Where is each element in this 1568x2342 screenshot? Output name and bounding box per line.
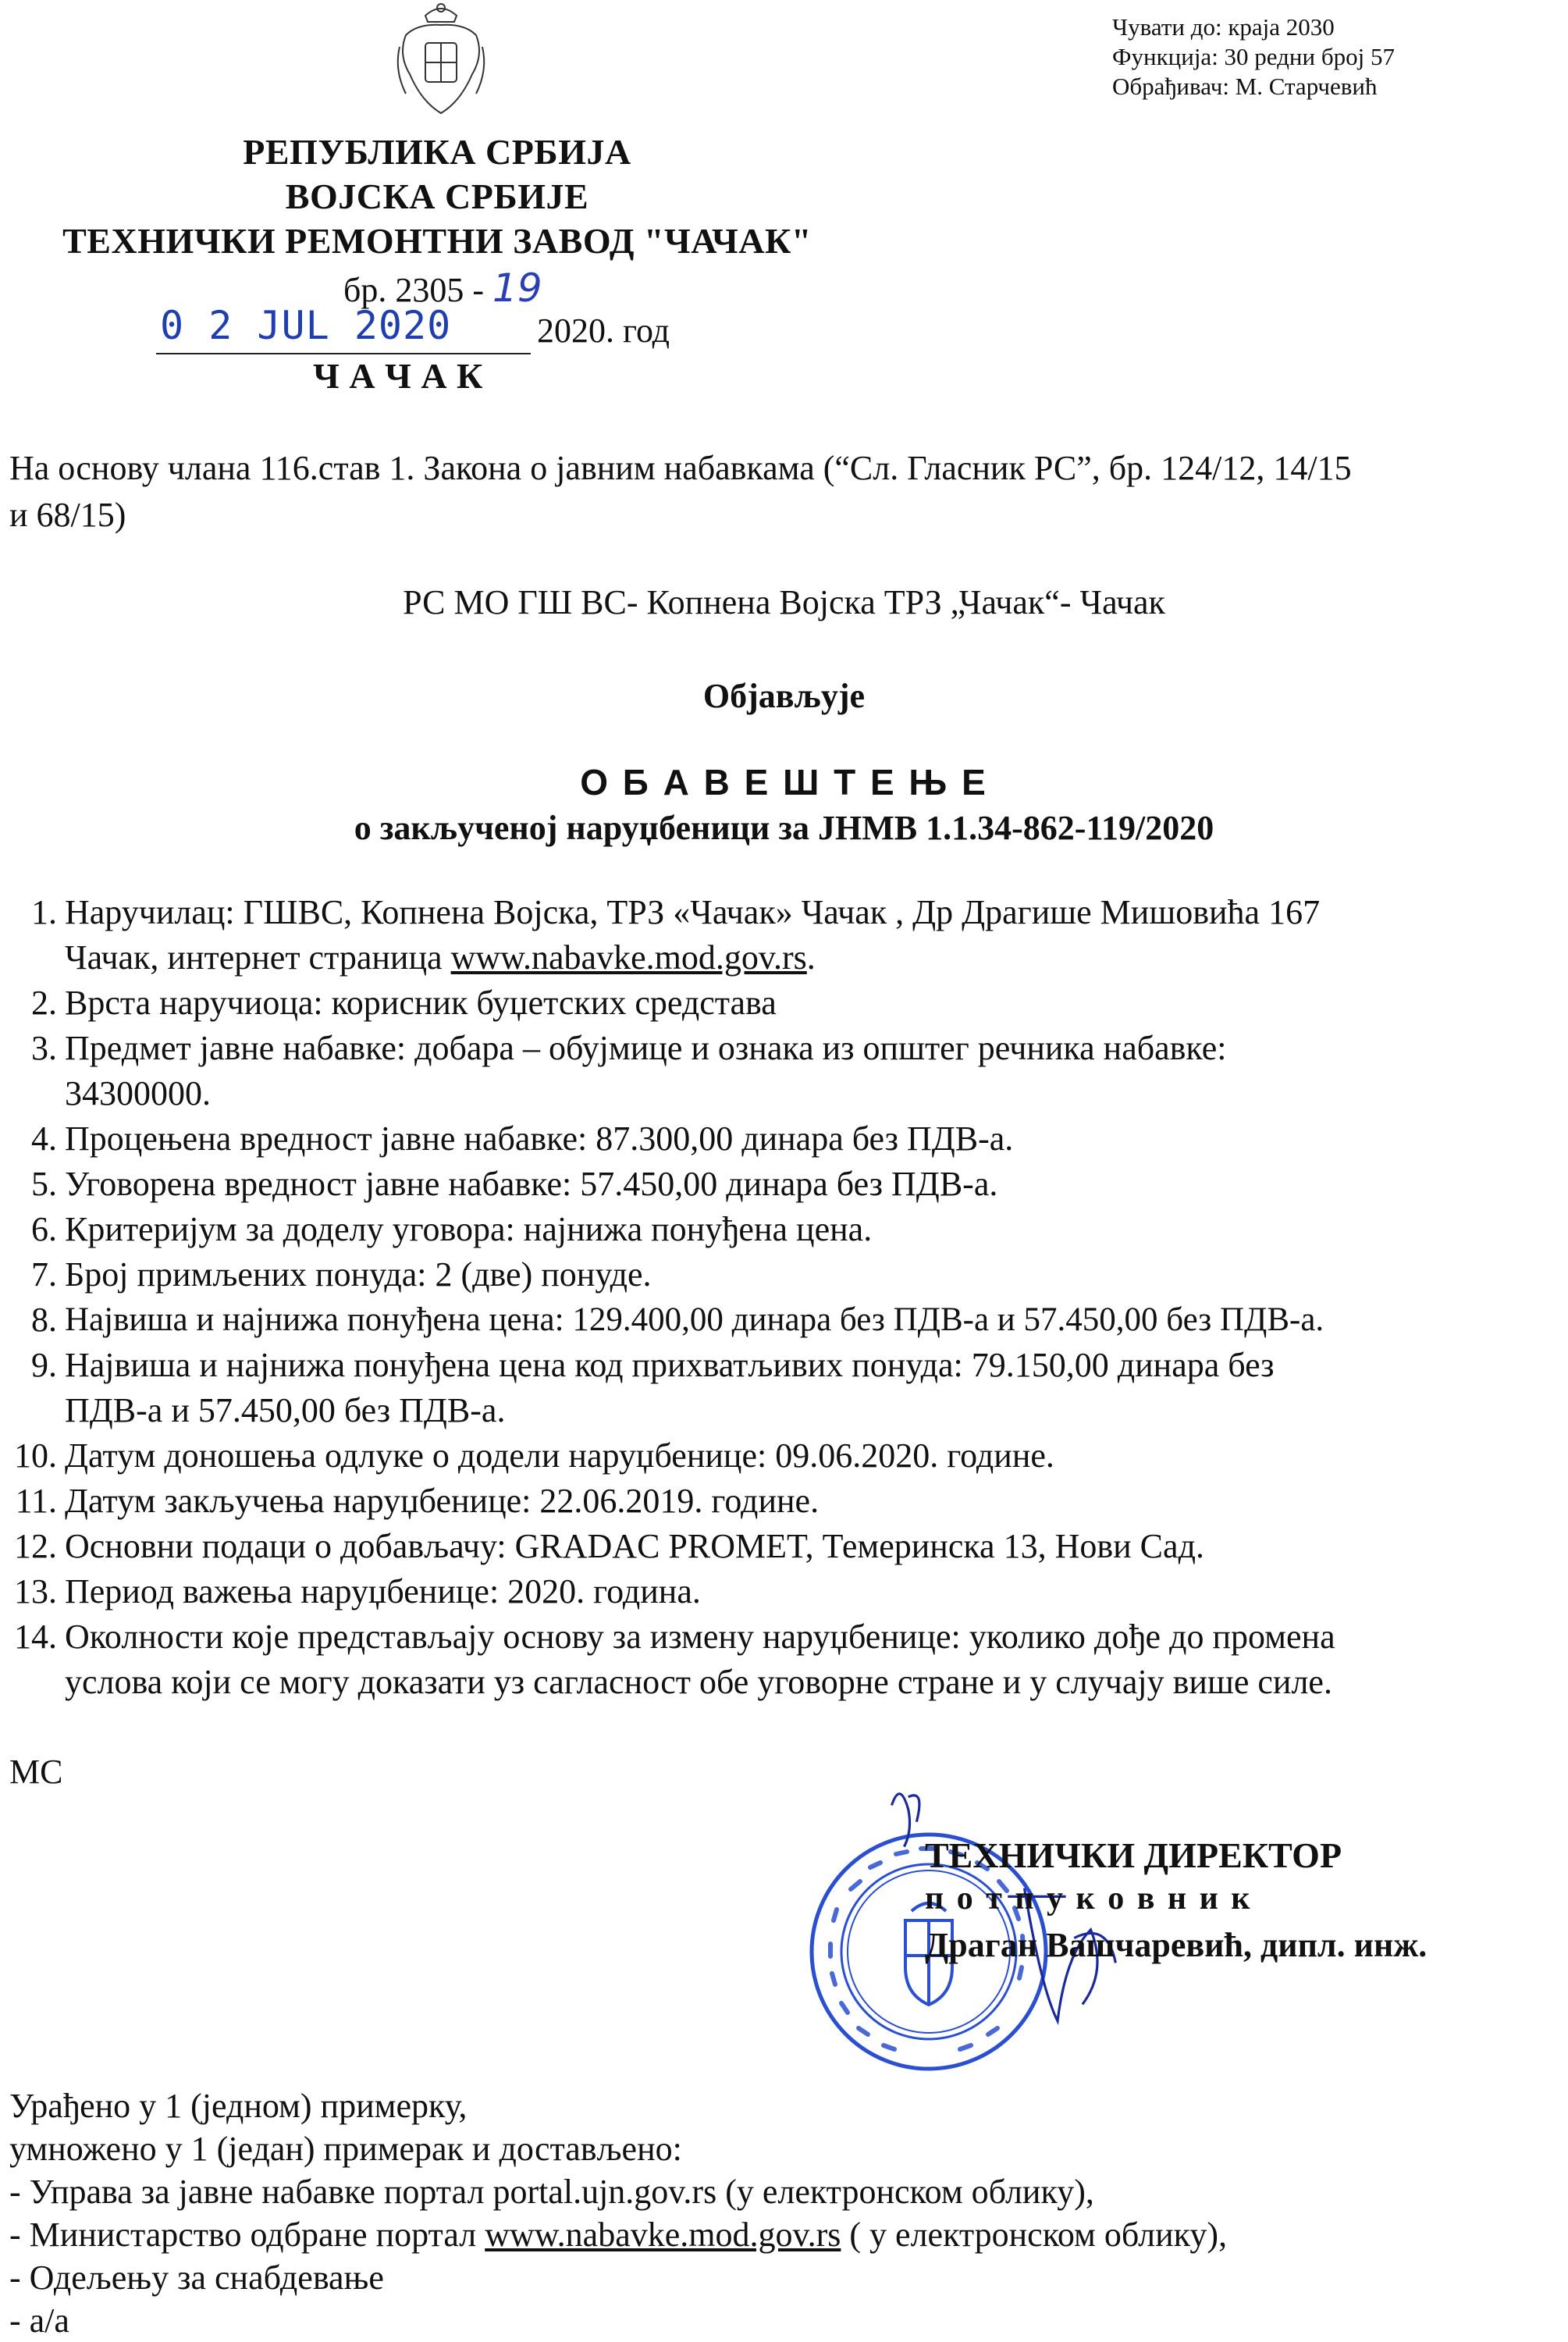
item-number: 6. xyxy=(31,1210,57,1248)
list-item xyxy=(0,1116,1553,1162)
list-item xyxy=(0,1569,1553,1614)
date-stamp: 0 2 JUL 2020 xyxy=(160,303,452,348)
item-text: Број примљених понуда: 2 (две) понуде. xyxy=(65,1255,652,1294)
signatory-rank: п о т п у к о в н и к xyxy=(925,1881,1253,1917)
legal-basis-line-2: и 68/15) xyxy=(9,496,126,534)
authority-line: РС МО ГШ ВС- Копнена Војска ТРЗ „Чачак“- Чачак xyxy=(403,583,1165,621)
item-text: Наручилац: ГШВС, Копнена Војска, ТРЗ «Чачак» Чачак , Др Драгише Мишовића 167 xyxy=(65,893,1321,931)
coat-of-arms-logo xyxy=(390,0,492,117)
distribution-entry-archive: - а/а xyxy=(9,2301,69,2340)
distribution-entry-suffix: ( у електронском облику), xyxy=(841,2216,1228,2254)
item-number: 9. xyxy=(31,1346,57,1384)
item-text-prefix: Чачак, интернет страница xyxy=(65,938,451,977)
notice-title: О Б А В Е Ш Т Е Њ Е xyxy=(580,762,988,803)
list-item xyxy=(0,1297,1553,1343)
item-number: 14. xyxy=(14,1618,57,1656)
item-text-line-2: услова који се могу доказати уз сагласност обе уговорне стране и у случају више силе. xyxy=(65,1663,1332,1701)
document-number-handwritten: 19 xyxy=(492,265,542,311)
item-text: Датум закључења наруџбенице: 22.06.2019. године. xyxy=(65,1482,820,1520)
list-item xyxy=(0,1207,1553,1252)
item-text: Период важења наруџбенице: 2020. година. xyxy=(65,1572,701,1611)
item-text-line-2 xyxy=(65,935,1553,981)
item-number: 12. xyxy=(14,1527,57,1565)
item-text: Врста наручиоца: корисник буџетских средстава xyxy=(65,984,777,1022)
distribution-entry-mod xyxy=(9,2213,1227,2256)
item-text: Околности које представљају основу за измену наруџбенице: уколико дође до промена xyxy=(65,1618,1335,1656)
item-number: 5. xyxy=(31,1165,57,1203)
item-text: Највиша и најнижа понуђена цена: 129.400,00 динара без ПДВ-а и 57.450,00 без ПДВ-а. xyxy=(65,1301,1324,1338)
legal-basis-line-1: На основу члана 116.став 1. Закона о јавним набавкама (“Сл. Гласник РС”, бр. 124/12, 14/15 xyxy=(9,449,1352,487)
item-text: Највиша и најнижа понуђена цена код прихватљивих понуда: 79.150,00 динара без xyxy=(65,1346,1275,1384)
distribution-entry-supply: - Одељењу за снабдевање xyxy=(9,2258,384,2297)
item-number: 1. xyxy=(31,893,57,931)
copies-line-1: Урађено у 1 (једном) примерку, xyxy=(9,2087,468,2125)
list-item xyxy=(0,1479,1553,1524)
distribution-entry-ujn: - Управа за јавне набавке портал portal.ujn.gov.rs (у електронском облику), xyxy=(9,2173,1094,2211)
item-number: 11. xyxy=(15,1482,57,1520)
document-number-prefix: бр. 2305 - xyxy=(343,271,485,309)
copies-line-2: умножено у 1 (један) примерак и достављено: xyxy=(9,2130,682,2168)
list-item xyxy=(0,1614,1553,1705)
item-text: Процењена вредност јавне набавке: 87.300,00 динара без ПДВ-а. xyxy=(65,1119,1014,1158)
signatory-name: Драган Вашчаревић, дипл. инж. xyxy=(925,1926,1428,1964)
date-underline xyxy=(156,353,531,354)
notice-items-list xyxy=(0,890,1553,1705)
retention-keep-until: Чувати до: краја 2030 xyxy=(1112,13,1335,41)
item-number: 3. xyxy=(31,1029,57,1067)
item-text-suffix: . xyxy=(806,938,816,977)
header-institute: ТЕХНИЧКИ РЕМОНТНИ ЗАВОД "ЧАЧАК" xyxy=(62,221,812,261)
item-text: Датум доношења одлуке о додели наруџбенице: 09.06.2020. године. xyxy=(65,1436,1054,1475)
header-army: ВОЈСКА СРБИЈЕ xyxy=(285,176,589,216)
list-item xyxy=(0,1343,1553,1433)
item-text: Основни подаци о добављачу: GRADAC PROMET, Темеринска 13, Нови Сад. xyxy=(65,1527,1204,1565)
item-number: 4. xyxy=(31,1119,57,1158)
item-number: 10. xyxy=(14,1436,57,1475)
publishes-heading: Објављује xyxy=(702,677,866,715)
item-text-line-2: ПДВ-а и 57.450,00 без ПДВ-а. xyxy=(65,1391,506,1429)
item-number: 2. xyxy=(31,984,57,1022)
list-item xyxy=(0,1524,1553,1569)
item-text-line-2: 34300000. xyxy=(65,1074,211,1112)
list-item xyxy=(0,981,1553,1026)
date-year: 2020. год xyxy=(537,311,670,350)
list-item xyxy=(0,1162,1553,1207)
item-number: 8. xyxy=(31,1301,57,1339)
item-number: 7. xyxy=(31,1255,57,1294)
list-item xyxy=(0,1026,1553,1116)
item-number: 13. xyxy=(14,1572,57,1611)
header-republic: РЕПУБЛИКА СРБИЈА xyxy=(243,132,631,172)
item-text: Уговорена вредност јавне набавке: 57.450,00 динара без ПДВ-а. xyxy=(65,1165,998,1203)
mod-portal-link[interactable]: www.nabavke.mod.gov.rs xyxy=(485,2216,841,2254)
item-text: Критеријум за доделу уговора: најнижа понуђена цена. xyxy=(65,1210,873,1248)
procurement-portal-link[interactable]: www.nabavke.mod.gov.rs xyxy=(450,938,807,977)
distribution-entry-prefix: - Министарство одбране портал xyxy=(9,2216,485,2254)
list-item xyxy=(0,1252,1553,1297)
item-text: Предмет јавне набавке: добара – обујмице и ознака из општег речника набавке: xyxy=(65,1029,1227,1067)
list-item xyxy=(0,1433,1553,1479)
initials: МС xyxy=(9,1753,63,1791)
retention-function: Функција: 30 редни број 57 xyxy=(1112,43,1395,70)
notice-subtitle: о закљученој наруџбеници за ЈНМВ 1.1.34-862-119/2020 xyxy=(354,809,1214,847)
signatory-title: ТЕХНИЧКИ ДИРЕКТОР xyxy=(925,1835,1342,1875)
retention-processor: Обрађивач: М. Старчевић xyxy=(1112,73,1378,100)
list-item xyxy=(0,890,1553,981)
header-city: Ч А Ч А К xyxy=(313,356,483,396)
